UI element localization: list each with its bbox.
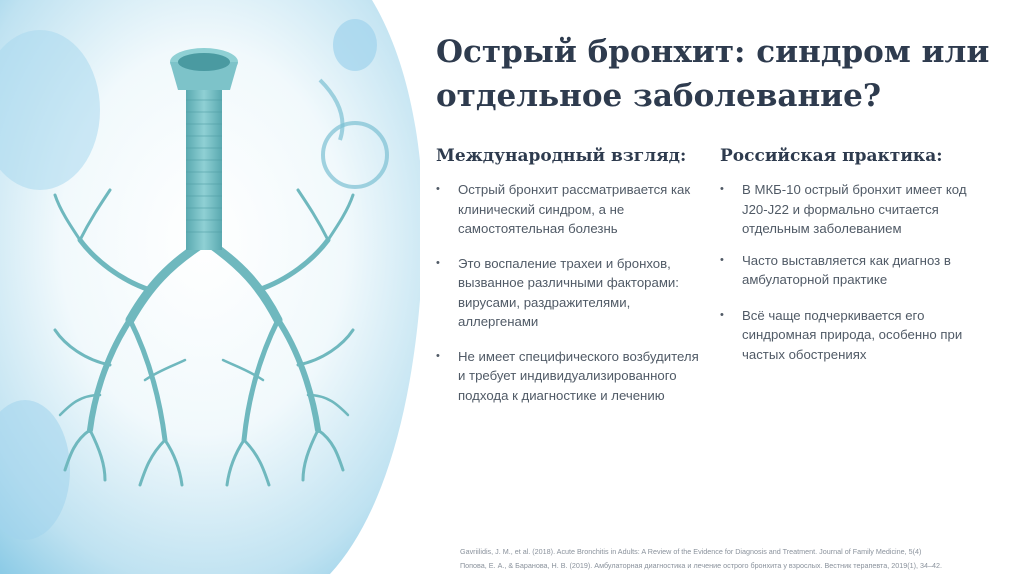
- bullet-icon: •: [720, 183, 724, 195]
- references: [460, 545, 1020, 573]
- bullet-icon: •: [720, 308, 724, 321]
- bullet-icon: •: [720, 253, 724, 266]
- bullet-icon: •: [436, 256, 440, 269]
- list-item: • Не имеет специфического возбудителя и требует индивидуализированного подхода к диагностике и лечению: [436, 348, 699, 403]
- list-item: • Часто выставляется как диагноз в амбулаторной практике: [720, 252, 951, 287]
- reference-item: Gavriilidis, J. M., et al. (2018). Acute Bronchitis in Adults: A Review of the Evidence for Diagnosis and Treatment. Journal of Family Medicine, 5(4): [460, 547, 922, 556]
- column-heading: Российская практика:: [720, 146, 943, 166]
- list-item: • Всё чаще подчеркивается его синдромная природа, особенно при частых обострениях: [720, 307, 963, 362]
- list-item: • В МКБ-10 острый бронхит имеет код J20-J22 и формально считается отдельным заболеванием: [720, 182, 967, 236]
- list-item: • Острый бронхит рассматривается как клинический синдром, а не самостоятельная болезнь: [436, 182, 691, 236]
- list-item: • Это воспаление трахеи и бронхов, вызванное различными факторами: вирусами, раздражителями, аллергенами: [436, 255, 679, 329]
- reference-item: Попова, Е. А., & Баранова, Н. В. (2019). Амбулаторная диагностика и лечение острого бронхита у взрослых. Вестник терапевта, 2019(1), 34–42.: [460, 561, 943, 570]
- illustration-panel: [0, 0, 420, 574]
- bullet-icon: •: [436, 183, 440, 195]
- bullet-icon: •: [436, 349, 440, 362]
- column-heading: Международный взгляд:: [436, 146, 687, 166]
- russian-practice-column: [720, 146, 990, 376]
- bullet-list: [436, 180, 706, 405]
- international-view-column: [436, 146, 706, 420]
- bronchial-tree-icon: [0, 0, 420, 574]
- bullet-list: [720, 180, 990, 364]
- slide-title: Острый бронхит: синдром или отдельное заболевание?: [436, 34, 990, 114]
